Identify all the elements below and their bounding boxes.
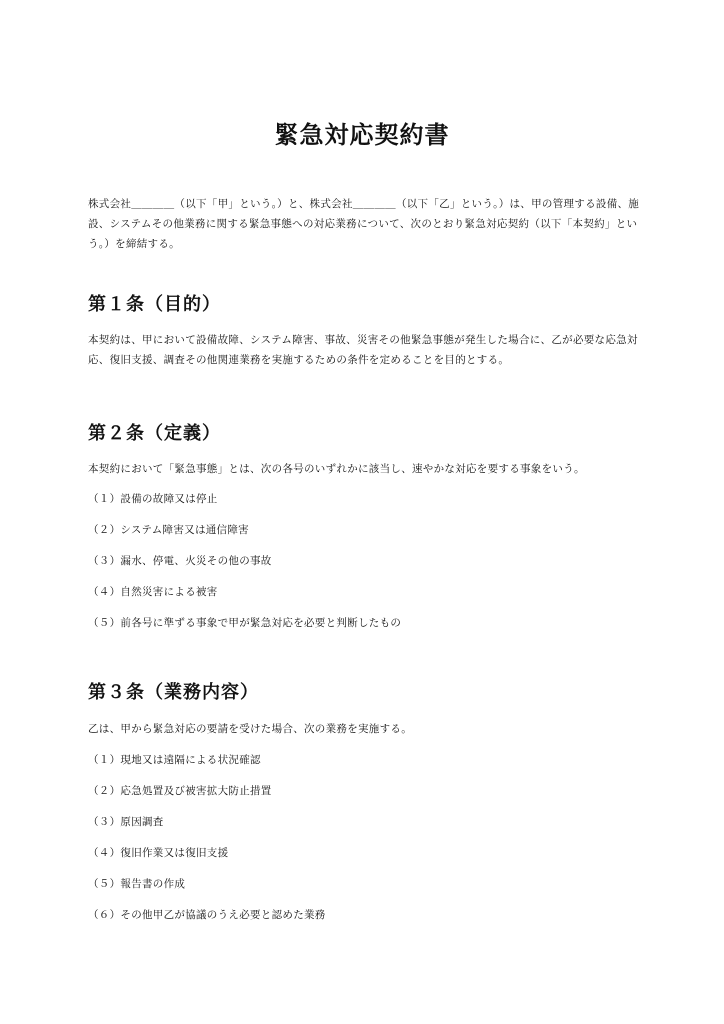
- article-2-heading: 第２条（定義）: [88, 423, 221, 444]
- article-2-item-3: （３）漏水、停電、火災その他の事故: [88, 555, 272, 567]
- article-3-item-4: （４）復旧作業又は復旧支援: [88, 847, 229, 859]
- article-3-item-1: （１）現地又は遠隔による状況確認: [88, 754, 261, 766]
- article-3-body: 乙は、甲から緊急対応の要請を受けた場合、次の業務を実施する。: [88, 723, 412, 735]
- article-3-item-3: （３）原因調査: [88, 816, 164, 828]
- article-2-item-4: （４）自然災害による被害: [88, 586, 218, 598]
- article-3-heading: 第３条（業務内容）: [88, 682, 259, 703]
- article-2-item-1: （１）設備の故障又は停止: [88, 493, 218, 505]
- article-1-heading: 第１条（目的）: [88, 294, 221, 315]
- article-1-body: 本契約は、甲において設備故障、システム障害、事故、災害その他緊急事態が発生した場合に、乙が必要な応急対応、復旧支援、調査その他関連業務を実施するための条件を定めることを目的とする。: [88, 334, 638, 366]
- preamble-paragraph: 株式会社＿＿＿＿（以下「甲」という。）と、株式会社＿＿＿＿（以下「乙」という。）は、甲の管理する設備、施設、システムその他業務に関する緊急事態への対応業務について、次のとおり緊急対応契約（以下「本契約」という。）を締結する。: [88, 198, 640, 250]
- article-3-item-6: （６）その他甲乙が協議のうえ必要と認めた業務: [88, 909, 326, 921]
- article-2-item-2: （２）システム障害又は通信障害: [88, 524, 249, 536]
- article-2-item-5: （５）前各号に準ずる事象で甲が緊急対応を必要と判断したもの: [88, 617, 402, 629]
- article-2-body: 本契約において「緊急事態」とは、次の各号のいずれかに該当し、速やかな対応を要する事象をいう。: [88, 463, 585, 475]
- document-title: 緊急対応契約書: [274, 121, 450, 149]
- article-3-item-2: （２）応急処置及び被害拡大防止措置: [88, 785, 272, 797]
- article-3-item-5: （５）報告書の作成: [88, 878, 186, 890]
